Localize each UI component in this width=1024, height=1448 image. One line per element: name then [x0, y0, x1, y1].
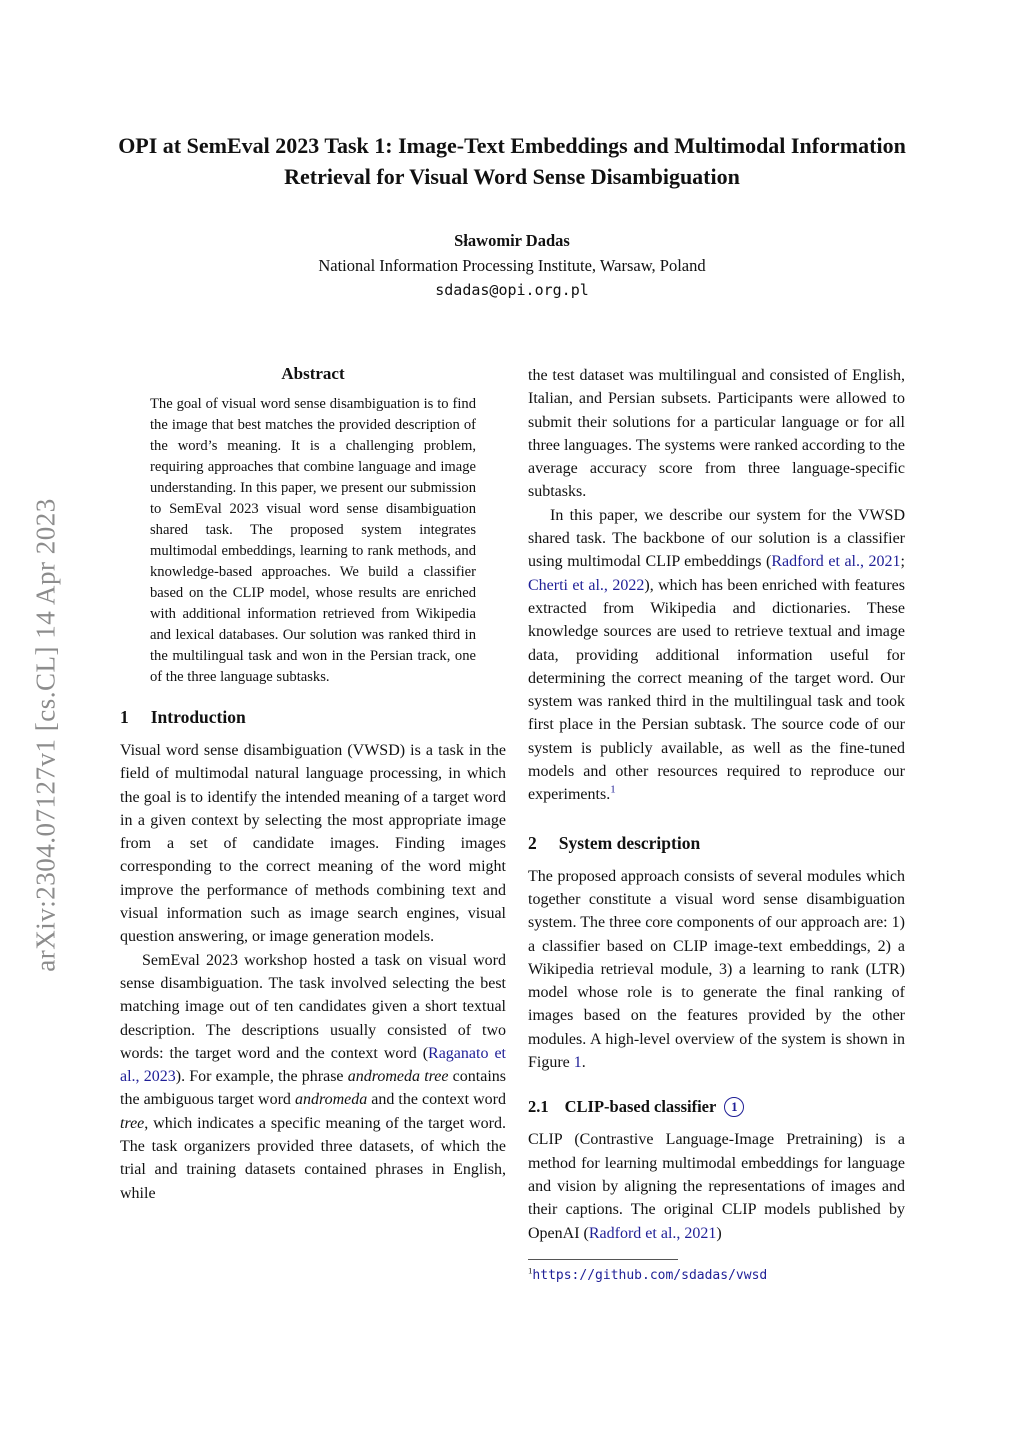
paragraph: CLIP (Contrastive Language-Image Pretraining) is a method for learning multimodal embeddings for language and vision by aligning the representations of images and their captions. The original CLIP models published by OpenAI (Radford et al., 2021)	[528, 1131, 905, 1242]
author-name: Sławomir Dadas	[454, 231, 570, 250]
author-affiliation: National Information Processing Institute, Warsaw, Poland	[318, 256, 706, 275]
section-title: Introduction	[150, 707, 246, 727]
title-block	[112, 130, 912, 192]
paragraph: SemEval 2023 workshop hosted a task on visual word sense disambiguation. The task involved selecting the best matching image out of ten candidates given a short textual description. The descriptions usually consisted of two words: the target word and the context word (Raganato et al., 2023). For example, the phrase andromeda tree contains the ambiguous target word andromeda and the context word tree, which indicates a specific meaning of the target word. The task organizers provided three datasets, of which the trial and training datasets contained phrases in English, while	[120, 951, 507, 1202]
subsection-title: CLIP-based classifier	[564, 1097, 717, 1117]
footnote-ref-link[interactable]: 1	[610, 784, 616, 797]
paragraph: In this paper, we describe our system for the VWSD shared task. The backbone of our solution is a classifier using multimodal CLIP embeddings (Radford et al., 2021; Cherti et al., 2022), which has been enriched with features extracted from Wikipedia and dictionaries. These knowledge sources are used to retrieve textual and image data, providing additional information useful for determining the correct meaning of the target word. Our system was ranked third in the multilingual task and took first place in the Persian subtask. The source code of our system is publicly available, as well as the fine-tuned models and other resources required to reproduce our experiments.$^1$	[528, 506, 905, 804]
subsection-heading-clip-classifier	[528, 1097, 905, 1117]
emphasis-text: tree	[120, 1114, 145, 1132]
footnote-url-link[interactable]: https://github.com/sdadas/vwsd	[532, 1267, 768, 1283]
section-heading-system-description	[528, 833, 905, 854]
paper-title: OPI at SemEval 2023 Task 1: Image-Text Embeddings and Multimodal Information Retrieval for Visual Word Sense Disambiguation	[118, 133, 906, 189]
author-block	[0, 228, 1024, 303]
footnote-rule	[528, 1259, 678, 1260]
emphasis-text: andromeda tree	[347, 1068, 449, 1086]
paragraph: The proposed approach consists of several modules which together constitute a visual word sense disambiguation system. The three core components of our approach are: 1) a classifier based on CLIP image-text embeddings, 2) a Wikipedia retrieval module, 3) a learning to rank (LTR) model whose role is to generate the final ranking of images based on the features provided by the other modules. A high-level overview of the system is shown in Figure 1.	[528, 867, 905, 1072]
citation-link[interactable]: Cherti et al., 2022	[528, 576, 645, 594]
module-1-badge-icon: 1	[724, 1097, 744, 1117]
subsection-number: 2.1	[528, 1097, 549, 1117]
paragraph: the test dataset was multilingual and consisted of English, Italian, and Persian subsets. Participants were allowed to submit their solutions for a particular language or for all three languages. The systems were ranked according to the average accuracy score from three language-specific subtasks.	[528, 367, 905, 501]
abstract-heading: Abstract	[281, 364, 345, 383]
figure-ref-link[interactable]: 1	[573, 1054, 582, 1072]
arxiv-watermark: arXiv:2304.07127v1 [cs.CL] 14 Apr 2023	[30, 498, 61, 972]
footnote	[528, 1259, 905, 1285]
author-email: sdadas@opi.org.pl	[435, 281, 589, 299]
emphasis-text: andromeda	[294, 1091, 368, 1109]
section-number: 2	[528, 832, 537, 853]
citation-link[interactable]: Raganato et al., 2023	[120, 1044, 506, 1086]
paragraph: Visual word sense disambiguation (VWSD) is a task in the field of multimodal natural language processing, in which the goal is to identify the intended meaning of a target word in a given context by selecting the most appropriate image from a set of candidate images. Finding images corresponding to the correct meaning of the word might improve the performance of methods combining text and visual information such as image search engines, visual question answering, or image generation models.	[120, 742, 506, 946]
citation-link[interactable]: Radford et al., 2021	[588, 1224, 717, 1242]
citation-link[interactable]: Radford et al., 2021	[771, 553, 901, 571]
right-column	[528, 364, 905, 1285]
section-number: 1	[120, 707, 129, 727]
footnote-text	[528, 1266, 905, 1285]
footnote-marker: 1	[528, 1265, 533, 1276]
left-column	[120, 364, 506, 1205]
abstract-text: The goal of visual word sense disambiguation is to find the image that best matches the provided description of the word’s meaning. It is a challenging problem, requiring approaches that combine language and image understanding. In this paper, we present our submission to SemEval 2023 visual word sense disambiguation shared task. The proposed system integrates multimodal embeddings, learning to rank methods, and knowledge-based approaches. We build a classifier based on the CLIP model, whose results are enriched with additional information retrieved from Wikipedia and lexical databases. Our solution was ranked third in the multilingual task and won in the Persian track, one of the three language subtasks.	[150, 396, 476, 685]
section-title: System description	[558, 832, 701, 853]
section-heading-introduction	[120, 707, 506, 728]
